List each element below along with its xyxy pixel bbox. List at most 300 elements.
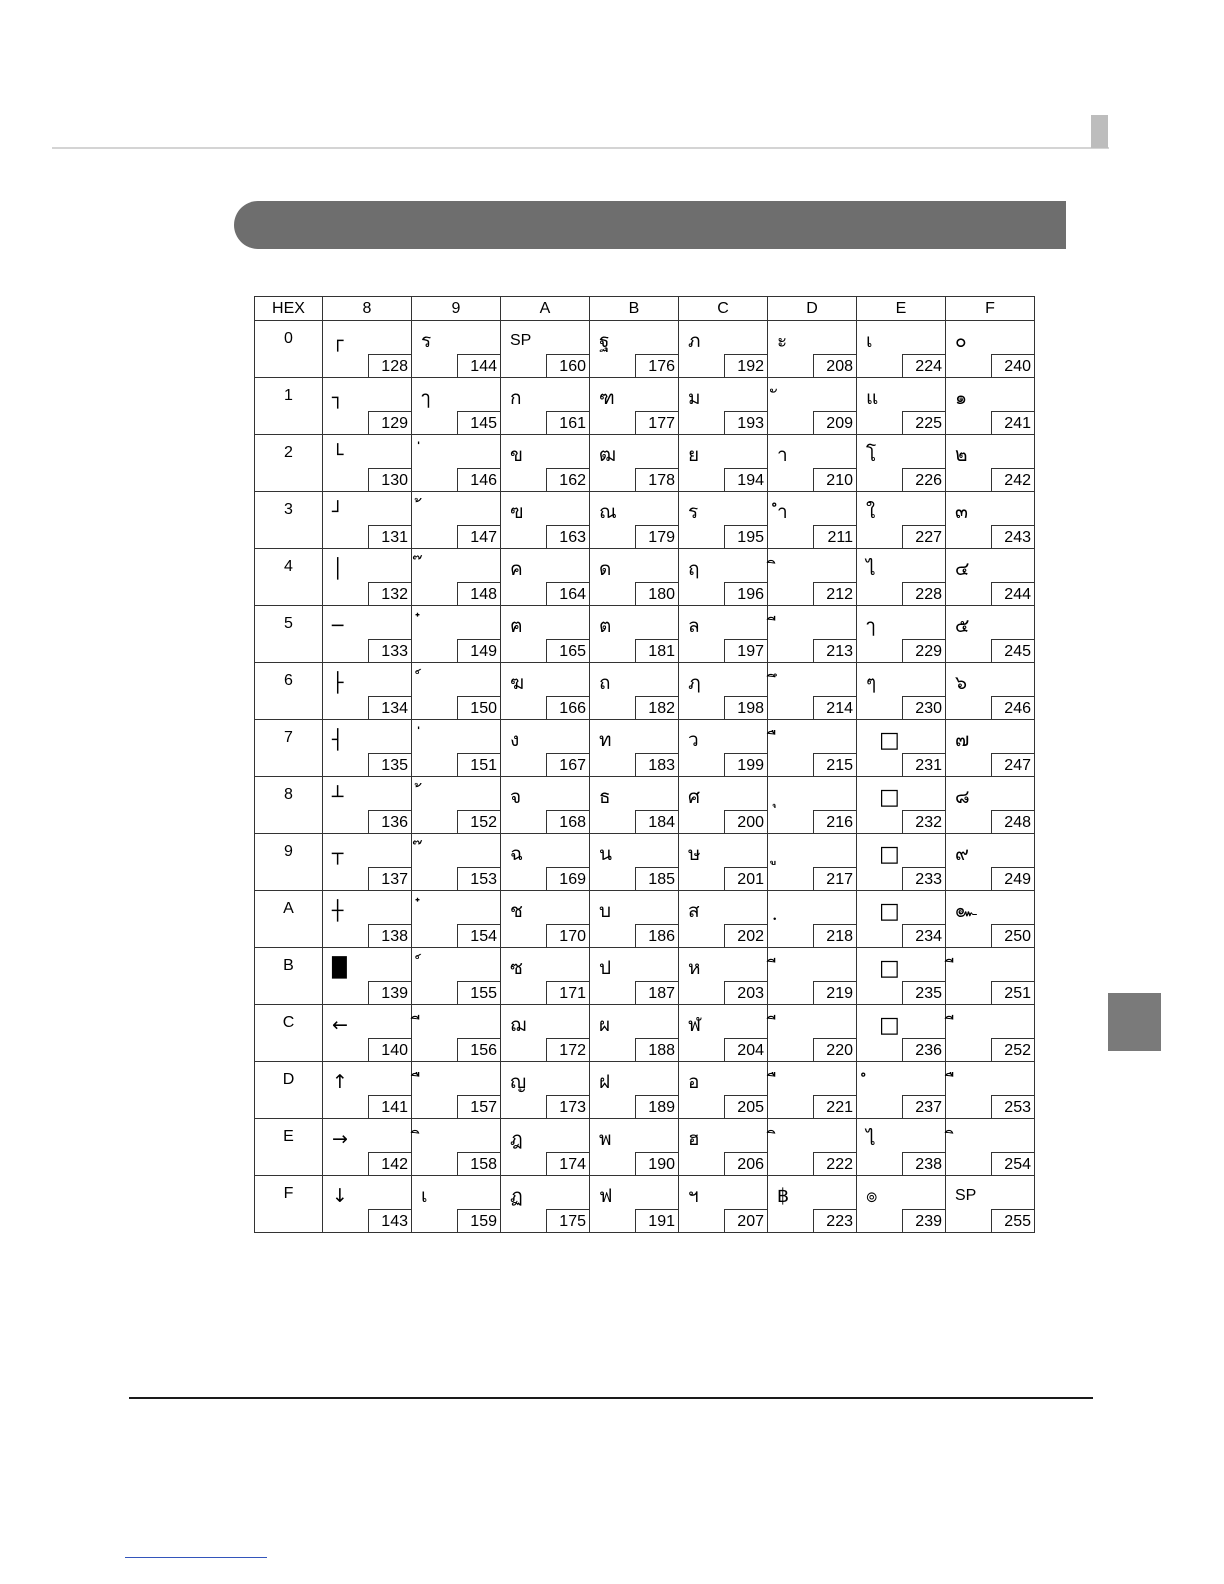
footer-link-underline [125,1557,267,1558]
cell-glyph: ๔ [955,558,970,580]
cell-glyph: ถ [599,672,611,694]
cell-glyph: ท [599,729,612,751]
code-cell [412,378,501,435]
code-cell [590,378,679,435]
row-hex-label: 5 [255,606,323,663]
cell-decimal-code: 236 [902,1038,946,1062]
cell-decimal-code: 245 [991,639,1035,663]
code-cell [590,834,679,891]
code-cell [412,1119,501,1176]
cell-glyph: ธ [599,786,611,808]
cell-glyph: ๅ [866,615,876,637]
cell-glyph: ก [510,387,522,409]
cell-decimal-code: 184 [635,810,679,834]
cell-glyph: ะ [777,330,788,352]
cell-decimal-code: 227 [902,525,946,549]
code-cell [501,891,590,948]
cell-decimal-code: 145 [457,411,501,435]
character-code-table [254,296,1035,1233]
code-cell [857,1119,946,1176]
column-header: D [768,297,857,321]
cell-decimal-code: 200 [724,810,768,834]
cell-glyph: → [332,1128,348,1150]
cell-glyph: ┼ [332,900,344,922]
code-cell [412,891,501,948]
code-cell [323,435,412,492]
cell-decimal-code: 157 [457,1095,501,1119]
code-cell [857,492,946,549]
cell-decimal-code: 181 [635,639,679,663]
code-cell [323,1176,412,1233]
code-cell [590,1062,679,1119]
cell-decimal-code: 149 [457,639,501,663]
table-row [255,663,1035,720]
cell-decimal-code: 215 [813,753,857,777]
code-cell [501,777,590,834]
cell-decimal-code: 165 [546,639,590,663]
cell-glyph: ไ [866,558,876,580]
cell-glyph: เ [866,330,873,352]
cell-glyph: ย [688,444,700,466]
cell-decimal-code: 140 [368,1038,412,1062]
cell-glyph: ำ [777,501,788,523]
cell-glyph: SP [510,332,532,349]
column-header: B [590,297,679,321]
code-cell [768,1119,857,1176]
cell-decimal-code: 251 [991,981,1035,1005]
code-cell [946,891,1035,948]
code-cell [857,378,946,435]
cell-glyph: ─ [332,615,344,637]
cell-decimal-code: 216 [813,810,857,834]
cell-decimal-code: 183 [635,753,679,777]
cell-glyph: ๐ [955,330,967,352]
cell-glyph: า [777,444,788,466]
cell-glyph: ฒ [599,444,617,466]
code-cell [412,492,501,549]
cell-glyph: ๕ [955,615,970,637]
code-cell [412,663,501,720]
code-cell [857,1062,946,1119]
row-hex-label: 9 [255,834,323,891]
cell-decimal-code: 199 [724,753,768,777]
row-hex-label: 3 [255,492,323,549]
cell-decimal-code: 128 [368,354,412,378]
cell-decimal-code: 219 [813,981,857,1005]
cell-decimal-code: 240 [991,354,1035,378]
cell-glyph: ฆ [510,672,525,694]
code-cell [946,549,1035,606]
code-cell [501,606,590,663]
cell-decimal-code: 168 [546,810,590,834]
code-cell [412,720,501,777]
code-cell [323,321,412,378]
code-cell [590,606,679,663]
code-cell [590,1176,679,1233]
row-hex-label: A [255,891,323,948]
row-hex-label: F [255,1176,323,1233]
cell-decimal-code: 235 [902,981,946,1005]
cell-glyph: ┴ [332,786,344,808]
table-row [255,321,1035,378]
code-cell [323,948,412,1005]
code-cell [501,834,590,891]
code-cell [768,321,857,378]
row-hex-label: C [255,1005,323,1062]
cell-glyph: อ [688,1071,700,1093]
cell-glyph: ฬ [688,1014,701,1036]
row-hex-label: 4 [255,549,323,606]
cell-decimal-code: 203 [724,981,768,1005]
cell-decimal-code: 254 [991,1152,1035,1176]
cell-glyph: จ [510,786,522,808]
cell-decimal-code: 209 [813,411,857,435]
cell-glyph: ฿ [777,1185,790,1207]
cell-decimal-code: 159 [457,1209,501,1233]
cell-decimal-code: 204 [724,1038,768,1062]
cell-decimal-code: 253 [991,1095,1035,1119]
cell-decimal-code: 188 [635,1038,679,1062]
cell-glyph: ฦ [688,672,701,694]
cell-glyph: └ [332,444,344,466]
code-cell [323,378,412,435]
cell-decimal-code: 229 [902,639,946,663]
cell-decimal-code: 195 [724,525,768,549]
cell-glyph: ซ [510,957,523,979]
cell-decimal-code: 141 [368,1095,412,1119]
cell-decimal-code: 166 [546,696,590,720]
code-cell [590,321,679,378]
cell-glyph: แ [866,387,879,409]
cell-decimal-code: 132 [368,582,412,606]
code-cell [679,606,768,663]
cell-decimal-code: 234 [902,924,946,948]
code-cell [590,720,679,777]
code-cell [679,1119,768,1176]
column-header: E [857,297,946,321]
cell-glyph: ฉ [510,843,523,865]
cell-decimal-code: 213 [813,639,857,663]
cell-glyph: ญ [510,1071,527,1093]
cell-decimal-code: 151 [457,753,501,777]
code-cell [768,549,857,606]
cell-decimal-code: 191 [635,1209,679,1233]
cell-glyph: ว [688,729,699,751]
cell-decimal-code: 214 [813,696,857,720]
cell-glyph: ด [599,558,612,580]
cell-decimal-code: 176 [635,354,679,378]
cell-glyph: ฮ [688,1128,700,1150]
code-cell [857,435,946,492]
cell-glyph: ม [688,387,701,409]
code-cell [768,378,857,435]
cell-decimal-code: 221 [813,1095,857,1119]
code-cell [768,435,857,492]
cell-decimal-code: 164 [546,582,590,606]
table-row [255,777,1035,834]
cell-decimal-code: 222 [813,1152,857,1176]
cell-decimal-code: 129 [368,411,412,435]
cell-decimal-code: 182 [635,696,679,720]
cell-decimal-code: 228 [902,582,946,606]
cell-decimal-code: 248 [991,810,1035,834]
header-tab-marker [1091,115,1108,148]
cell-decimal-code: 156 [457,1038,501,1062]
code-cell [768,663,857,720]
code-cell [946,1176,1035,1233]
cell-glyph: ๓ [955,501,968,523]
cell-decimal-code: 187 [635,981,679,1005]
cell-glyph: ฏ [510,1185,523,1207]
code-cell [501,492,590,549]
cell-decimal-code: 180 [635,582,679,606]
cell-decimal-code: 133 [368,639,412,663]
code-cell [323,834,412,891]
cell-decimal-code: 249 [991,867,1035,891]
cell-decimal-code: 171 [546,981,590,1005]
cell-decimal-code: 225 [902,411,946,435]
cell-decimal-code: 244 [991,582,1035,606]
cell-decimal-code: 162 [546,468,590,492]
cell-glyph: ช [510,900,523,922]
cell-decimal-code: 211 [813,525,857,549]
cell-glyph: ฐ [599,330,610,352]
cell-decimal-code: 218 [813,924,857,948]
code-cell [679,321,768,378]
cell-decimal-code: 212 [813,582,857,606]
cell-glyph: ๆ [866,672,877,694]
cell-decimal-code: 172 [546,1038,590,1062]
code-cell [768,492,857,549]
code-cell [590,1005,679,1062]
cell-decimal-code: 250 [991,924,1035,948]
table-row [255,435,1035,492]
chapter-side-tab [1108,993,1161,1051]
code-cell [946,948,1035,1005]
code-cell [412,1176,501,1233]
cell-glyph: SP [955,1187,977,1204]
cell-glyph: ง [510,729,520,751]
table-row [255,1119,1035,1176]
table-row [255,606,1035,663]
cell-decimal-code: 155 [457,981,501,1005]
code-cell [768,1005,857,1062]
code-cell [412,1005,501,1062]
cell-decimal-code: 179 [635,525,679,549]
code-cell [590,663,679,720]
cell-glyph: ณ [599,501,617,523]
cell-decimal-code: 241 [991,411,1035,435]
code-cell [946,834,1035,891]
code-cell [768,891,857,948]
code-cell [946,378,1035,435]
table-row [255,948,1035,1005]
cell-decimal-code: 242 [991,468,1035,492]
cell-decimal-code: 194 [724,468,768,492]
code-cell [679,435,768,492]
cell-glyph: ๅ [421,387,431,409]
code-cell [323,777,412,834]
code-cell [857,663,946,720]
cell-decimal-code: 202 [724,924,768,948]
cell-decimal-code: 134 [368,696,412,720]
code-cell [946,321,1035,378]
cell-glyph: ส [688,900,700,922]
cell-glyph: │ [332,558,344,580]
code-cell [946,720,1035,777]
table-row [255,1176,1035,1233]
cell-decimal-code: 189 [635,1095,679,1119]
cell-decimal-code: 190 [635,1152,679,1176]
cell-glyph: ฃ [510,501,524,523]
cell-decimal-code: 220 [813,1038,857,1062]
cell-glyph: ภ [688,330,701,352]
cell-glyph: ๖ [955,672,968,694]
code-cell [857,777,946,834]
cell-decimal-code: 208 [813,354,857,378]
cell-glyph: ┬ [332,843,344,865]
cell-decimal-code: 173 [546,1095,590,1119]
code-cell [679,948,768,1005]
code-cell [323,549,412,606]
table-row [255,891,1035,948]
code-cell [590,435,679,492]
cell-decimal-code: 247 [991,753,1035,777]
cell-decimal-code: 138 [368,924,412,948]
code-cell [946,1062,1035,1119]
row-hex-label: 6 [255,663,323,720]
cell-glyph: ๑ [955,387,968,409]
cell-glyph: ป [599,957,612,979]
column-header: 8 [323,297,412,321]
code-cell [946,777,1035,834]
cell-glyph: □ [879,728,900,753]
cell-decimal-code: 232 [902,810,946,834]
table-row [255,834,1035,891]
cell-decimal-code: 238 [902,1152,946,1176]
code-cell [323,663,412,720]
cell-decimal-code: 230 [902,696,946,720]
column-header: C [679,297,768,321]
cell-glyph: □ [879,899,900,924]
cell-decimal-code: 139 [368,981,412,1005]
cell-decimal-code: 196 [724,582,768,606]
code-cell [501,720,590,777]
cell-glyph: น [599,843,612,865]
row-hex-label: B [255,948,323,1005]
table-header-row [255,297,1035,321]
cell-glyph: ษ [688,843,701,865]
cell-decimal-code: 226 [902,468,946,492]
cell-glyph: ┌ [332,330,344,352]
cell-decimal-code: 192 [724,354,768,378]
cell-glyph: ๘ [955,786,970,808]
code-cell [946,1005,1035,1062]
code-cell [857,321,946,378]
cell-glyph: ร [688,501,699,523]
column-header: 9 [412,297,501,321]
cell-glyph: ค [510,558,523,580]
cell-glyph: ข [510,444,523,466]
row-hex-label: 7 [255,720,323,777]
code-cell [679,549,768,606]
cell-glyph: ฌ [510,1014,527,1036]
table-body [255,321,1035,1233]
code-cell [857,834,946,891]
cell-glyph: ใ [866,501,876,523]
cell-glyph: ผ [599,1014,611,1036]
cell-decimal-code: 148 [457,582,501,606]
code-cell [857,1176,946,1233]
cell-decimal-code: 163 [546,525,590,549]
code-cell [679,378,768,435]
cell-glyph: ↓ [332,1185,348,1207]
cell-decimal-code: 252 [991,1038,1035,1062]
table-row [255,720,1035,777]
code-cell [323,492,412,549]
table-row [255,1005,1035,1062]
cell-decimal-code: 167 [546,753,590,777]
cell-decimal-code: 246 [991,696,1035,720]
code-cell [768,777,857,834]
row-hex-label: 0 [255,321,323,378]
cell-glyph: ฤ [688,558,700,580]
code-cell [412,606,501,663]
column-header: A [501,297,590,321]
cell-decimal-code: 131 [368,525,412,549]
cell-decimal-code: 210 [813,468,857,492]
cell-glyph: ฑ [599,387,615,409]
cell-glyph: ↑ [332,1071,348,1093]
cell-decimal-code: 206 [724,1152,768,1176]
code-cell [590,891,679,948]
code-cell [679,492,768,549]
cell-decimal-code: 142 [368,1152,412,1176]
cell-glyph: ฎ [510,1128,523,1150]
cell-glyph: ๗ [955,729,970,751]
code-cell [323,1005,412,1062]
cell-decimal-code: 193 [724,411,768,435]
code-cell [412,549,501,606]
cell-decimal-code: 161 [546,411,590,435]
cell-decimal-code: 243 [991,525,1035,549]
code-cell [323,1119,412,1176]
code-cell [679,1005,768,1062]
cell-decimal-code: 169 [546,867,590,891]
cell-glyph: ต [599,615,612,637]
code-cell [501,1062,590,1119]
cell-decimal-code: 185 [635,867,679,891]
cell-decimal-code: 150 [457,696,501,720]
cell-glyph: □ [879,785,900,810]
code-cell [946,492,1035,549]
cell-glyph: ร [421,330,432,352]
cell-glyph: ← [332,1014,348,1036]
cell-decimal-code: 137 [368,867,412,891]
code-cell [946,606,1035,663]
code-cell [857,948,946,1005]
cell-glyph: ๏ [866,1185,878,1207]
cell-glyph: ๛ [955,900,977,922]
code-cell [501,1176,590,1233]
cell-glyph: โ [866,444,877,466]
cell-decimal-code: 177 [635,411,679,435]
cell-glyph: ┘ [332,501,344,523]
cell-decimal-code: 186 [635,924,679,948]
cell-glyph: ๙ [955,843,969,865]
cell-glyph: ๒ [955,444,968,466]
cell-decimal-code: 154 [457,924,501,948]
